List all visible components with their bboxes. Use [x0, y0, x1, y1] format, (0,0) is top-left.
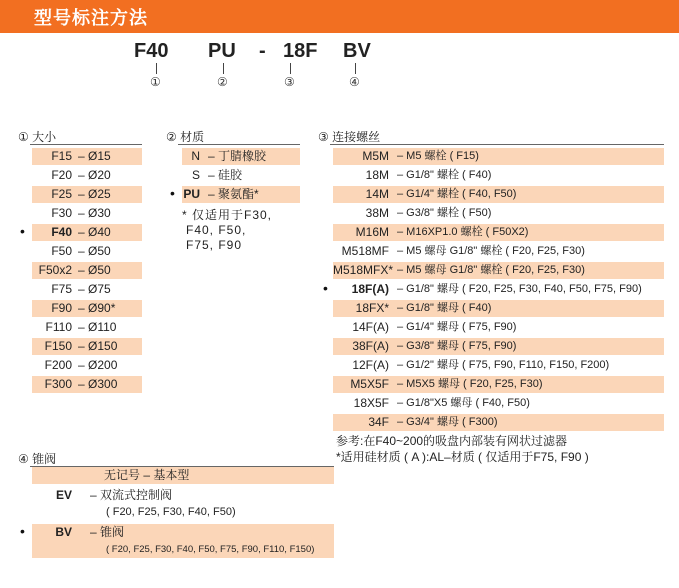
size-desc: – Ø90* — [78, 301, 116, 315]
size-row — [32, 262, 142, 279]
size-code: F30 — [51, 206, 72, 220]
size-row — [32, 281, 142, 298]
thread-desc: – M5 螺栓 ( F15) — [397, 150, 479, 162]
code-dash: - — [259, 40, 266, 62]
material-desc: – 丁腈橡胶 — [208, 149, 267, 163]
thread-desc: – G1/4" 螺栓 ( F40, F50) — [397, 188, 517, 200]
code-index-3: ③ — [284, 75, 295, 89]
selected-bullet-icon: • — [20, 223, 25, 239]
thread-row — [333, 300, 664, 317]
size-desc: – Ø50 — [78, 263, 111, 277]
valve-code: BV — [55, 525, 72, 539]
thread-desc: – M5 螺母 G1/8" 螺栓 ( F20, F25, F30) — [397, 245, 585, 257]
size-row — [32, 376, 142, 393]
code-index-2: ② — [217, 75, 228, 89]
material-note-line: F40, F50, — [186, 223, 247, 237]
thread-section-title: ③ 连接螺丝 — [318, 130, 381, 144]
material-note-line: * 仅适用于F30, — [182, 208, 273, 222]
thread-row — [333, 414, 664, 431]
thread-desc: – G1/2" 螺母 ( F75, F90, F110, F150, F200) — [397, 359, 610, 371]
valve-code: EV — [55, 488, 72, 502]
material-row — [182, 167, 300, 184]
thread-row — [333, 224, 664, 241]
size-row — [32, 167, 142, 184]
thread-desc: – G3/8" 螺栓 ( F50) — [397, 207, 492, 219]
material-section-rule — [178, 144, 300, 145]
material-desc: – 聚氨酯* — [208, 187, 259, 201]
size-desc: – Ø75 — [78, 282, 111, 296]
size-row — [32, 338, 142, 355]
thread-code: M518MF — [341, 244, 389, 258]
code-tick-3 — [290, 63, 291, 74]
size-code: F75 — [51, 282, 72, 296]
thread-row — [333, 186, 664, 203]
size-desc: – Ø200 — [78, 358, 118, 372]
size-code: F90 — [51, 301, 72, 315]
code-tick-4 — [355, 63, 356, 74]
thread-note-filter: 参考:在F40~200的吸盘内部装有网状过滤器 — [336, 434, 568, 448]
thread-row — [333, 376, 664, 393]
thread-desc: – G1/8" 螺母 ( F20, F25, F30, F40, F50, F75, F90) — [397, 283, 642, 295]
thread-code: 38F(A) — [352, 339, 389, 353]
thread-code: M16M — [355, 225, 389, 239]
thread-row — [333, 243, 664, 260]
size-section-title: ① 大小 — [18, 130, 57, 144]
size-desc: – Ø25 — [78, 187, 111, 201]
size-code: F25 — [51, 187, 72, 201]
code-material: PU — [208, 40, 236, 62]
valve-desc: – 锥阀 — [90, 525, 125, 539]
valve-row — [32, 467, 334, 484]
thread-row — [333, 395, 664, 412]
thread-row — [333, 262, 664, 279]
thread-row — [333, 148, 664, 165]
thread-desc: – G3/4" 螺母 ( F300) — [397, 416, 498, 428]
thread-row — [333, 319, 664, 336]
thread-code: 34F — [368, 415, 389, 429]
size-code: F110 — [45, 320, 72, 334]
size-row — [32, 319, 142, 336]
code-tick-2 — [223, 63, 224, 74]
thread-code: 18M — [365, 168, 389, 182]
code-size: F40 — [134, 40, 169, 62]
size-row — [32, 243, 142, 260]
thread-code: 14F(A) — [352, 320, 389, 334]
size-code: F200 — [44, 358, 72, 372]
valve-section-title: ④ 锥阀 — [18, 452, 57, 466]
thread-code: 18F(A) — [351, 282, 389, 296]
selected-bullet-icon: • — [323, 280, 328, 296]
thread-code: 12F(A) — [352, 358, 389, 372]
selected-bullet-icon: • — [170, 185, 175, 201]
thread-code: M5M — [362, 149, 389, 163]
thread-row — [333, 357, 664, 374]
material-desc: – 硅胶 — [208, 168, 243, 182]
size-desc: – Ø20 — [78, 168, 111, 182]
thread-desc: – G1/8"X5 螺母 ( F40, F50) — [397, 397, 530, 409]
material-code: N — [191, 149, 200, 163]
thread-note-material: *适用硅材质 ( A ):AL–材质 ( 仅适用于F75, F90 ) — [336, 450, 589, 464]
code-index-4: ④ — [349, 75, 360, 89]
thread-desc: – M5X5 螺母 ( F20, F25, F30) — [397, 378, 543, 390]
thread-desc: – G1/8" 螺栓 ( F40) — [397, 169, 492, 181]
size-row — [32, 300, 142, 317]
page-title: 型号标注方法 — [34, 8, 148, 28]
size-code: F50 — [51, 244, 72, 258]
valve-desc: 无记号 – 基本型 — [104, 468, 190, 482]
size-row — [32, 357, 142, 374]
thread-code: M5X5F — [350, 377, 389, 391]
size-row — [32, 148, 142, 165]
size-code: F40 — [51, 225, 72, 239]
thread-section-rule — [330, 144, 664, 145]
material-note-line: F75, F90 — [186, 238, 243, 252]
code-tick-1 — [156, 63, 157, 74]
thread-row — [333, 167, 664, 184]
thread-desc: – G3/8" 螺母 ( F75, F90) — [397, 340, 517, 352]
size-row — [32, 205, 142, 222]
size-desc: – Ø300 — [78, 377, 118, 391]
size-desc: – Ø30 — [78, 206, 111, 220]
size-row — [32, 224, 142, 241]
thread-row — [333, 281, 664, 298]
size-row — [32, 186, 142, 203]
thread-code: 38M — [365, 206, 389, 220]
size-desc: – Ø15 — [78, 149, 111, 163]
size-desc: – Ø150 — [78, 339, 118, 353]
page-header-bar — [0, 0, 679, 33]
thread-code: 14M — [365, 187, 389, 201]
thread-desc: – G1/4" 螺母 ( F75, F90) — [397, 321, 517, 333]
code-valve: BV — [343, 40, 371, 62]
valve-applicable-sizes: ( F20, F25, F30, F40, F50) — [106, 506, 236, 518]
valve-row — [32, 487, 334, 521]
size-code: F300 — [44, 377, 72, 391]
valve-applicable-sizes: ( F20, F25, F30, F40, F50, F75, F90, F110, F150) — [106, 544, 315, 555]
size-code: F15 — [51, 149, 72, 163]
code-thread: 18F — [283, 40, 318, 62]
selected-bullet-icon: • — [20, 523, 25, 539]
thread-desc: – G1/8" 螺母 ( F40) — [397, 302, 492, 314]
size-code: F20 — [51, 168, 72, 182]
material-code: S — [191, 168, 200, 182]
thread-code: 18X5F — [353, 396, 389, 410]
material-row — [182, 186, 300, 203]
size-desc: – Ø50 — [78, 244, 111, 258]
material-row — [182, 148, 300, 165]
size-code: F50x2 — [38, 263, 72, 277]
size-desc: – Ø40 — [78, 225, 111, 239]
thread-desc: – M16XP1.0 螺栓 ( F50X2) — [397, 226, 529, 238]
material-section-title: ② 材质 — [166, 130, 205, 144]
thread-desc: – M5 螺母 G1/8" 螺栓 ( F20, F25, F30) — [397, 264, 585, 276]
material-code: PU — [183, 187, 200, 201]
thread-row — [333, 338, 664, 355]
thread-row — [333, 205, 664, 222]
size-section-rule — [30, 144, 142, 145]
valve-row — [32, 524, 334, 558]
valve-desc: – 双流式控制阀 — [90, 488, 173, 502]
thread-code: 18FX* — [355, 301, 389, 315]
size-code: F150 — [44, 339, 72, 353]
code-index-1: ① — [150, 75, 161, 89]
size-desc: – Ø110 — [78, 320, 117, 334]
thread-code: M518MFX* — [333, 263, 394, 277]
